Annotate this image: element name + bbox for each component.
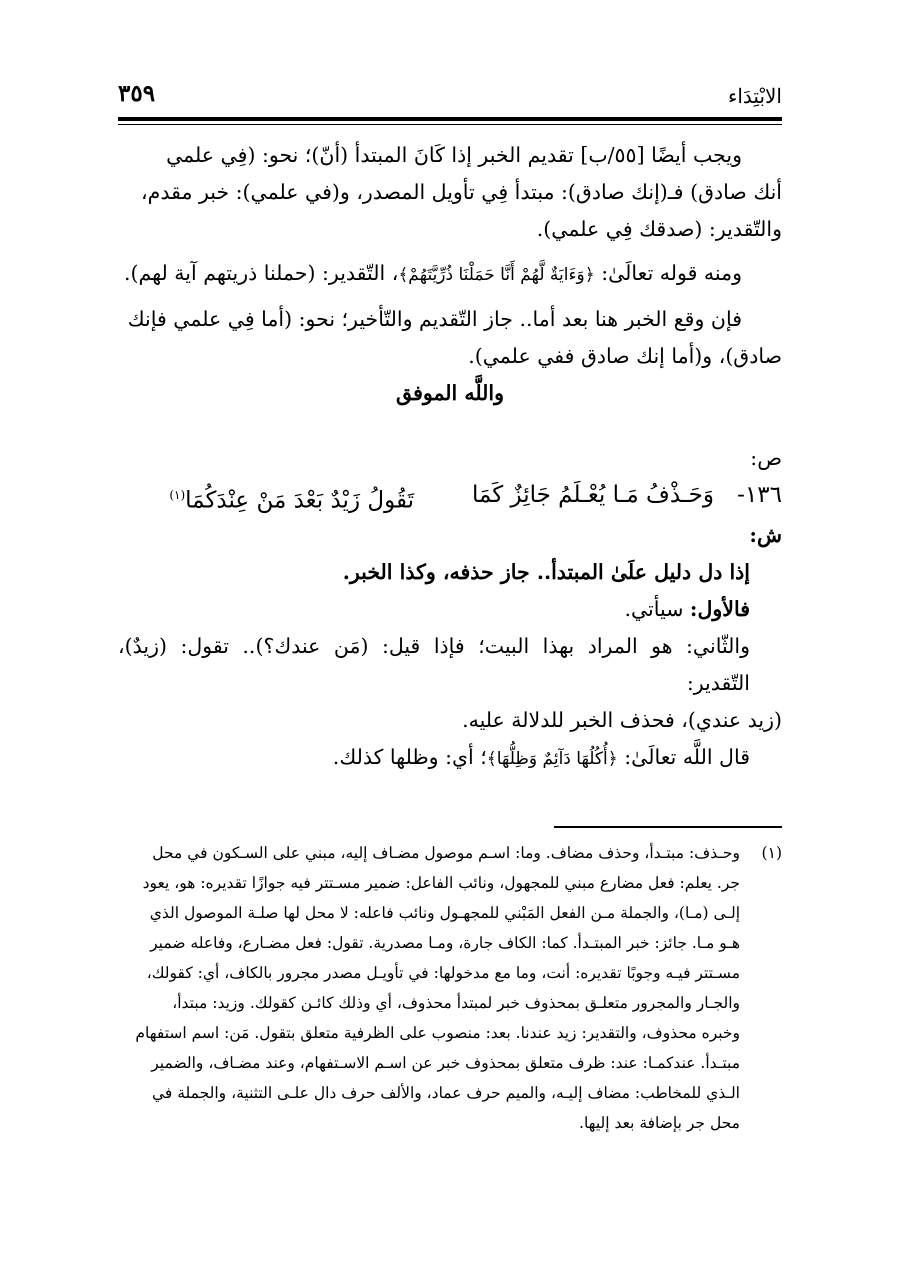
quran-quote: ﴿وَءَايَةٌ لَّهُمْ أَنَّا حَمَلْنَا ذُرِّيَّتَهُمْ﴾ xyxy=(398,265,595,285)
paragraph-line xyxy=(118,255,782,294)
footnote-text: وحـذف: مبتـدأ، وحذف مضاف. وما: اسـم موصول مضـاف إليه، مبني على السـكون في محل xyxy=(152,844,740,862)
footnote-line: والجـار والمجرور متعلـق بمحذوف خبر لمبتدأ محذوف، أي وذلك كائـن كقولك. وزيد: مبتدأ، xyxy=(172,994,740,1012)
footnote-line: مبتـدأ. عندكمـا: عند: ظرف متعلق بمحذوف خبر عن اسـم الاسـتفهام، وعند مضـاف، والضمير xyxy=(151,1054,740,1072)
page-header xyxy=(118,78,782,114)
text-run: ، التّقدير: (حملنا ذريتهم آية لهم). xyxy=(123,261,399,285)
explanation-line: إذا دل دليل علَىٰ المبتدأ.. جاز حذفه، وكذا الخبر. xyxy=(342,560,750,584)
main-text xyxy=(118,137,782,778)
footnote-line: مسـتتر فيـه وجوبًا تقديره: أنت، وما مع مدخولها: في تأويـل مصدر مجرور بالكاف، أي: كقولك، xyxy=(146,964,740,982)
footnote-separator xyxy=(554,826,782,828)
paragraph-line: ويجب أيضًا [٥٥/ب] تقديم الخبر إذا كَانَ المبتدأ (أنّ)؛ نحو: (فِي علمي xyxy=(166,143,742,167)
verse-first-hemistich: وَحَـذْفُ مَـا يُعْـلَمُ جَائِزٌ كَمَا xyxy=(471,482,714,508)
explanation-line: والثّاني: هو المراد بهذا البيت؛ فإذا قيل: (مَن عندك؟).. تقول: (زيدٌ)، التّقدير: xyxy=(118,634,750,695)
explanation-line xyxy=(118,739,782,778)
closing-phrase: واللَّه الموفق xyxy=(395,381,505,405)
footnote-line: هـو مـا. جائز: خبر المبتـدأ. كما: الكاف جارة، ومـا مصدرية. تقول: فعل مضـارع، وفاعله ضمير xyxy=(150,934,740,952)
footnote-line: الـذي للمخاطب: مضاف إليـه، والميم حرف عماد، والألف حرف دال علـى التثنية، والجملة في xyxy=(151,1084,740,1102)
text-run: ؛ أي: وظلها كذلك. xyxy=(332,745,487,769)
running-title: الابْتِدَاء xyxy=(727,84,782,108)
text-run: ومنه قوله تعالَىٰ: xyxy=(594,261,742,285)
header-rule-thin xyxy=(118,124,782,125)
verse-line xyxy=(118,477,782,517)
paragraph-line: أنك صادق) فـ(إنك صادق): مبتدأ فِي تأويل المصدر، و(في علمي): خبر مقدم، xyxy=(141,180,782,204)
sad-label: ص: xyxy=(750,446,782,470)
paragraph-line: والتّقدير: (صدقك فِي علمي). xyxy=(536,217,782,241)
verse-second-hemistich xyxy=(169,477,414,520)
footnote-number: (١) xyxy=(761,844,782,862)
page-number: ٣٥٩ xyxy=(118,80,156,107)
header-rule-thick xyxy=(118,117,782,121)
shin-label: ش: xyxy=(749,523,782,547)
quran-quote: ﴿أُكُلُهَا دَآئِمٌ وَظِلُّهَا﴾ xyxy=(486,749,618,769)
footnote-marker: (١) xyxy=(169,488,186,502)
verse-number: ١٣٦- xyxy=(737,482,782,508)
footnote-line: وخبره محذوف، والتقدير: زيد عندنا. بعد: منصوب على الظرفية متعلق بتقول. مَن: اسم استفهام xyxy=(135,1024,740,1042)
first-label: فالأول: xyxy=(689,597,750,621)
footnote-line: محل جر بإضافة بعد إليها. xyxy=(579,1114,740,1132)
verse-second-text: تَقُولُ زَيْدٌ بَعْدَ مَنْ عِنْدَكُمَا xyxy=(185,487,414,514)
footnote xyxy=(118,838,782,1138)
text-run: قال اللَّه تعالَىٰ: xyxy=(617,745,750,769)
footnote-line: جر. يعلم: فعل مضارع مبني للمجهول، ونائب الفاعل: ضمير مسـتتر فيه جوازًا تقديره: هو، يعود xyxy=(142,874,740,892)
paragraph-line: فإن وقع الخبر هنا بعد أما.. جاز التّقديم والتّأخير؛ نحو: (أما فِي علمي فإنك xyxy=(127,307,742,331)
paragraph-line: صادق)، و(أما إنك صادق ففي علمي). xyxy=(468,344,782,368)
footnote-line xyxy=(118,838,782,868)
explanation-line: (زيد عندي)، فحذف الخبر للدلالة عليه. xyxy=(462,708,782,732)
explanation-line xyxy=(118,591,782,628)
text-run: سيأتي. xyxy=(624,597,690,621)
footnote-line: إلـى (مـا)، والجملة مـن الفعل المَبْني للمجهـول ونائب فاعله: لا محل لها صلـة الموصول الذي xyxy=(149,904,740,922)
